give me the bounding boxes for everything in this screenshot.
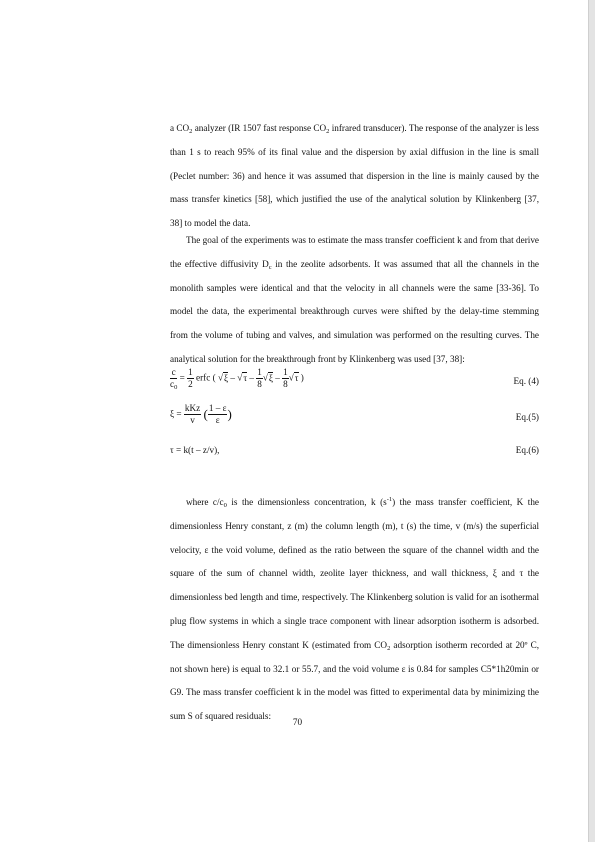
page-edge xyxy=(588,0,595,842)
equation-6-label: Eq.(6) xyxy=(515,445,539,455)
equation-6: τ = k(t – z/v), Eq.(6) xyxy=(170,445,539,455)
equation-4-label: Eq. (4) xyxy=(513,376,539,386)
equation-4: $\frac{c}{c_0}$ = $\frac{1}{2}$ erfc ( √ξ – √τ – $\frac{1}{8}$ √ξ – $\frac{1}{8}$ √τ ) Eq. (4) xyxy=(170,367,539,391)
eq5-fraction: $\frac{\text{kKz}}{v}$ xyxy=(184,403,201,425)
paragraph-definitions: where $c/c_0$ is the dimensionless concentration, k $(s^{-1})$ the mass transfer coefficient, K the dimensionless Henry constant, z (m) the column length (m), t (s) the time, v (m/s) the superficial velocity, ε the void volume, defined as the ratio between the square of the channel width and the square of the sum of channel width, zeolite layer thickness, and wall thickness, ξ and τ the dimensionless bed length and time, respectively. The Klinkenberg solution is valid for an isothermal plug flow systems in which a single trace component with linear adsorption isotherm is adsorbed. The dimensionless Henry constant K (estimated from $CO_2$ adsorption isotherm recorded at 20º C, not shown here) is equal to 32.1 or 55.7, and the void volume ε is 0.84 for samples C5*1h20min or G9. The mass transfer coefficient k in the model was fitted to experimental data by minimizing the sum S of squared residuals: xyxy=(170,496,540,722)
eq4-lhs-fraction: $\frac{c}{c_0}$ xyxy=(170,367,178,391)
equation-5: ξ = $\frac{\text{kKz}}{v}$ ( $\frac{1 - \varepsilon}{\varepsilon}$ ) Eq.(5) xyxy=(170,403,539,425)
equation-5-label: Eq.(5) xyxy=(515,412,539,422)
eq4-half: $\frac{1}{2}$ xyxy=(188,367,193,389)
paragraph-goal: The goal of the experiments was to estimate the mass transfer coefficient k and from that derive the effective diffusivity $D_c$ in the zeolite adsorbents. It was assumed that all the channels in the monolith samples were identical and that the velocity in all channels were the same [33-36]. To model the data, the experimental breakthrough curves were shifted by the delay-time stemming from the volume of tubing and valves, and simulation was performed on the resulting curves. The analytical solution for the breakthrough front by Klinkenberg was used [37, 38]: xyxy=(170,235,539,364)
paragraph-analyzer: a $CO_2$ analyzer (IR 1507 fast response $CO_2$ infrared transducer). The response of the analyzer is less than 1 s to reach 95% of its final value and the dispersion by axial diffusion in the line is small (Peclet number: 36) and hence it was assumed that dispersion in the line is mainly caused by the mass transfer kinetics [58], which justified the use of the analytical solution by Klinkenberg [37, 38] to model the data. xyxy=(170,123,540,229)
page-number: 70 xyxy=(292,717,303,727)
